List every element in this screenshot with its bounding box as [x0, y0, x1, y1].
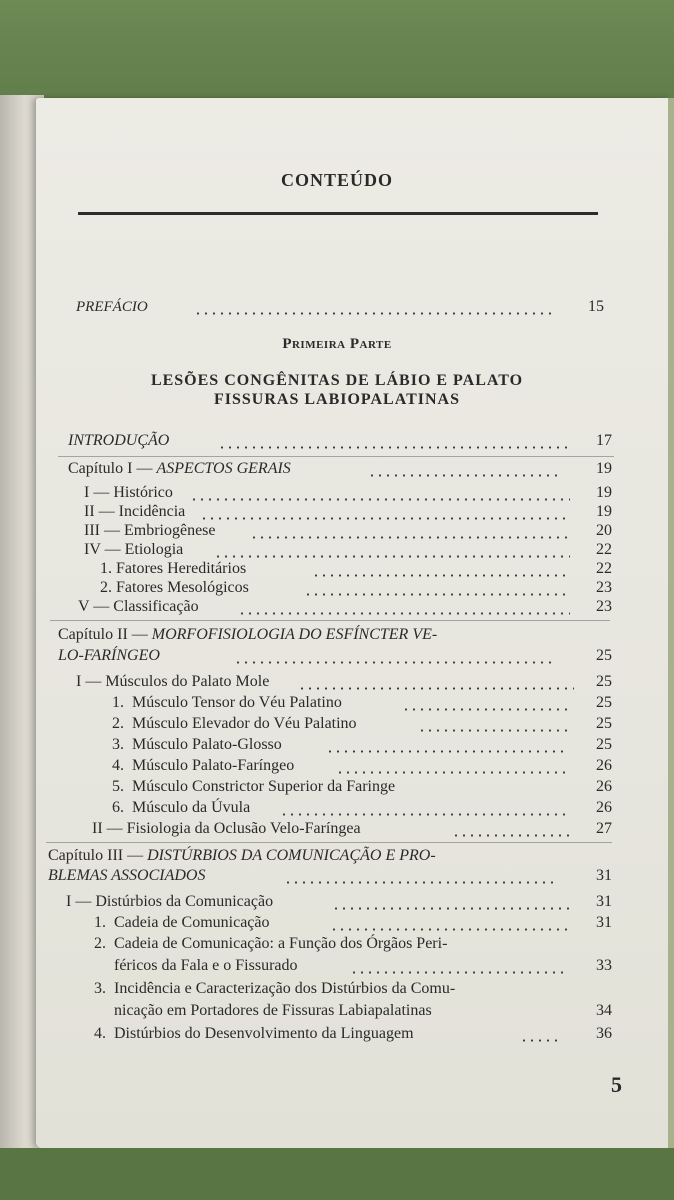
leader-dots [218, 446, 568, 449]
section-divider [46, 842, 612, 843]
toc-item [92, 799, 612, 821]
leader-dots [284, 881, 558, 884]
leader-dots [214, 555, 570, 558]
toc-item-continued [78, 1002, 612, 1024]
chapter-prefix: Capítulo I — [68, 460, 157, 477]
toc-item-label: IV — Etiologia [84, 541, 184, 558]
page-number: 5 [611, 1072, 622, 1097]
leader-dots [452, 834, 572, 837]
toc-item [78, 1025, 612, 1047]
chapter-title: ASPECTOS GERAIS [156, 460, 291, 477]
toc-item-page: 25 [596, 673, 612, 690]
toc-chapter-2-line-1 [58, 626, 612, 648]
toc-item-page: 26 [596, 799, 612, 816]
leader-dots [312, 574, 570, 577]
toc-entry-prefacio [76, 298, 604, 320]
toc-item-page: 27 [596, 820, 612, 837]
leader-dots [190, 498, 570, 501]
toc-item [66, 893, 612, 915]
toc-item-continued [78, 957, 612, 979]
toc-item [78, 598, 612, 620]
toc-item-label: Cadeia de Comunicação: a Função dos Órgãos Peri- [114, 935, 448, 952]
toc-item-label: 1. Fatores Hereditários [100, 560, 247, 577]
leader-dots [336, 771, 568, 774]
leader-dots [326, 750, 568, 753]
toc-item-label: Incidência e Caracterização dos Distúrbios da Comu- [114, 980, 456, 997]
toc-item-label: Músculo Elevador do Véu Palatino [132, 715, 357, 732]
toc-item-page: 34 [596, 1002, 612, 1019]
leader-dots [250, 536, 570, 539]
toc-entry-introducao [68, 432, 612, 454]
toc-item-page: 31 [596, 893, 612, 910]
page-shadow-edge [668, 98, 674, 1148]
toc-item-number: 3. [112, 736, 124, 753]
toc-item-page: 36 [596, 1025, 612, 1042]
section-divider [50, 620, 610, 621]
toc-entry-label: PREFÁCIO [76, 299, 148, 315]
toc-item-label: V — Classificação [78, 598, 199, 615]
part-label: Primeira Parte [282, 336, 392, 352]
toc-item [76, 673, 612, 695]
chapter-title-continued: LO-FARÍNGEO [58, 647, 160, 664]
chapter-prefix: Capítulo II — [58, 626, 152, 643]
toc-item [92, 694, 612, 716]
leader-dots [304, 593, 570, 596]
leader-dots [332, 907, 572, 910]
toc-item-label: Distúrbios do Desenvolvimento da Linguagem [114, 1025, 414, 1042]
page-title: CONTEÚDO [280, 170, 393, 190]
leader-dots [368, 474, 558, 477]
toc-item [92, 757, 612, 779]
toc-item-number: 3. [94, 980, 106, 997]
toc-item-page: 23 [596, 579, 612, 596]
toc-item-page: 22 [596, 541, 612, 558]
section-divider [58, 456, 614, 457]
toc-item-label: I — Histórico [84, 484, 173, 501]
toc-item-page: 25 [596, 694, 612, 711]
toc-item-page: 20 [596, 522, 612, 539]
toc-item [92, 736, 612, 758]
toc-chapter-2-line-2 [58, 647, 612, 669]
leader-dots [234, 661, 554, 664]
toc-item-number: 6. [112, 799, 124, 816]
toc-item-page: 19 [596, 503, 612, 520]
toc-item [92, 820, 612, 842]
toc-item-number: 1. [112, 694, 124, 711]
leader-dots [402, 708, 568, 711]
toc-item [92, 778, 612, 800]
toc-item-label: II — Incidência [84, 503, 186, 520]
toc-item-label: Músculo Palato-Glosso [132, 736, 282, 753]
toc-item [92, 715, 612, 737]
leader-dots [194, 312, 556, 315]
toc-item-label: Músculo Tensor do Véu Palatino [132, 694, 342, 711]
toc-item-page: 22 [596, 560, 612, 577]
toc-item-label: Cadeia de Comunicação [114, 914, 270, 931]
part-title-line-1: LESÕES CONGÊNITAS DE LÁBIO E PALATO [150, 372, 524, 389]
toc-chapter-1 [68, 460, 612, 482]
toc-item [78, 914, 612, 936]
toc-item-number: 4. [94, 1025, 106, 1042]
leader-dots [280, 813, 568, 816]
toc-entry-page: 17 [596, 432, 612, 449]
title-rule [78, 212, 598, 215]
toc-item-label: nicação em Portadores de Fissuras Labiapalatinas [114, 1002, 432, 1019]
background-bottom [0, 1148, 674, 1200]
chapter-prefix: Capítulo III — [48, 847, 148, 864]
leader-dots [330, 928, 568, 931]
toc-chapter-3-line-2 [48, 867, 612, 889]
chapter-title: DISTÚRBIOS DA COMUNICAÇÃO E PRO- [147, 847, 436, 864]
toc-item-label: Músculo Palato-Faríngeo [132, 757, 295, 774]
toc-item-page: 31 [596, 914, 612, 931]
toc-item-label: Músculo da Úvula [132, 799, 251, 816]
toc-item-label: féricos da Fala e o Fissurado [114, 957, 298, 974]
leader-dots [238, 612, 570, 615]
toc-entry-page: 25 [596, 647, 612, 664]
toc-item-label: I — Músculos do Palato Mole [76, 673, 270, 690]
toc-item-page: 19 [596, 484, 612, 501]
chapter-title-continued: BLEMAS ASSOCIADOS [48, 867, 206, 884]
chapter-title: MORFOFISIOLOGIA DO ESFÍNCTER VE- [151, 626, 438, 643]
toc-item-page: 25 [596, 736, 612, 753]
toc-item-number: 1. [94, 914, 106, 931]
part-title-line-2: FISSURAS LABIOPALATINAS [213, 391, 460, 408]
toc-item-label: II — Fisiologia da Oclusão Velo-Faríngea [92, 820, 361, 837]
leader-dots [418, 729, 568, 732]
toc-item-number: 2. [94, 935, 106, 952]
toc-item-page: 33 [596, 957, 612, 974]
toc-item-label: III — Embriogênese [84, 522, 216, 539]
toc-entry-label: INTRODUÇÃO [68, 432, 170, 449]
leader-dots [350, 971, 568, 974]
leader-dots [520, 1039, 560, 1042]
toc-item [78, 935, 612, 957]
toc-item-label: I — Distúrbios da Comunicação [66, 893, 274, 910]
toc-item-page: 26 [596, 778, 612, 795]
toc-entry-page: 31 [596, 867, 612, 884]
toc-item-page: 26 [596, 757, 612, 774]
toc-item-label: Músculo Constrictor Superior da Faringe [132, 778, 396, 795]
toc-item-number: 4. [112, 757, 124, 774]
toc-item-page: 25 [596, 715, 612, 732]
toc-item [78, 980, 612, 1002]
toc-entry-page: 19 [596, 460, 612, 477]
toc-item-number: 5. [112, 778, 124, 795]
toc-chapter-3-line-1 [48, 847, 612, 869]
toc-item-page: 23 [596, 598, 612, 615]
leader-dots [200, 517, 570, 520]
toc-entry-page: 15 [588, 298, 604, 315]
toc-item-label: 2. Fatores Mesológicos [100, 579, 249, 596]
toc-item-number: 2. [112, 715, 124, 732]
leader-dots [298, 687, 574, 690]
